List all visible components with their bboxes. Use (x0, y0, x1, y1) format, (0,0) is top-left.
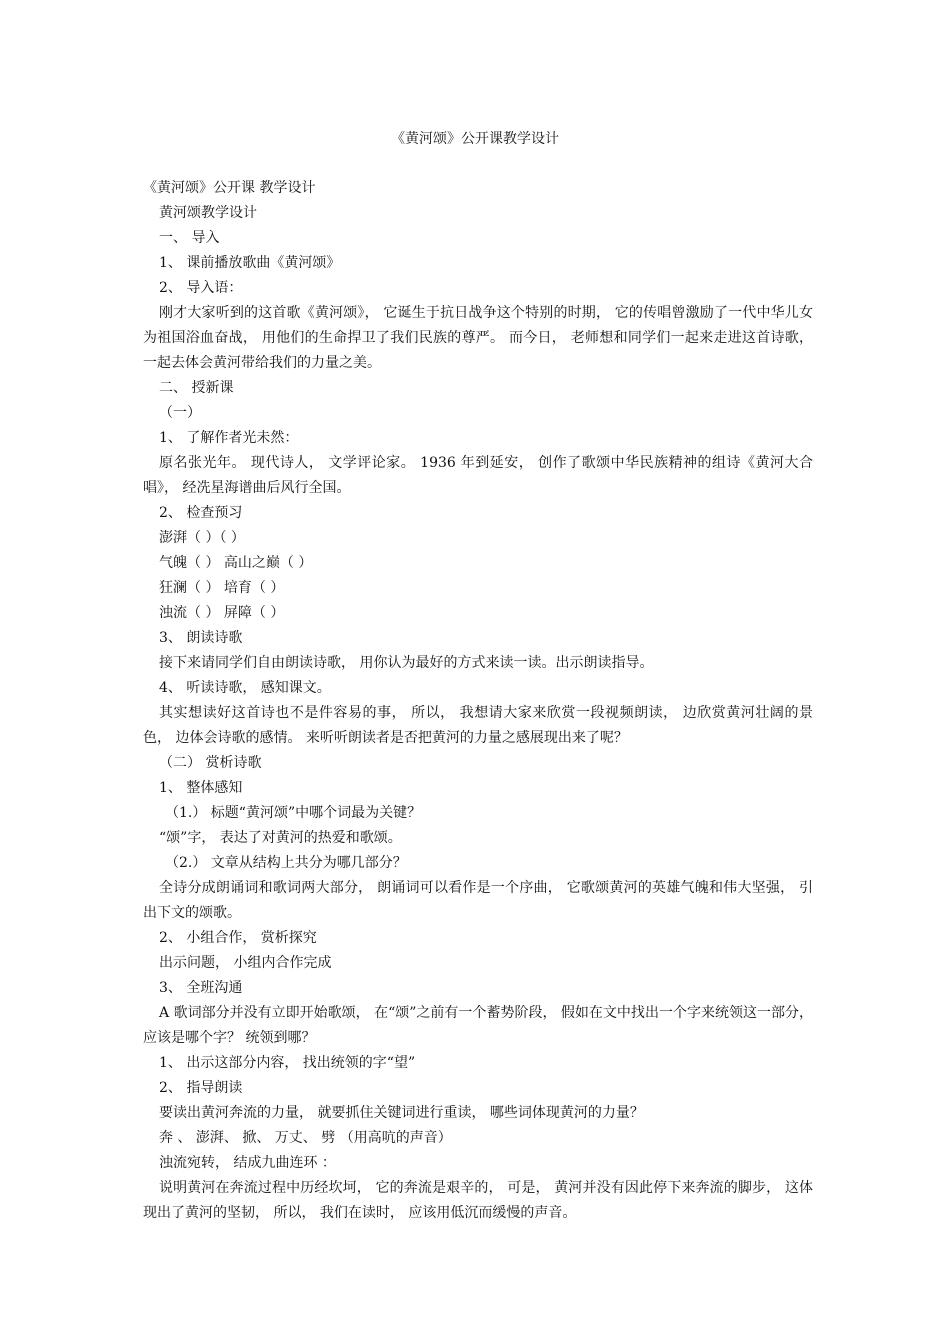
body-line: 3、 全班沟通 (159, 980, 243, 996)
body-line: 黄河颂教学设计 (159, 205, 257, 221)
body-line: 浊流（ ） 屏障（ ） (159, 605, 285, 621)
body-line: 气魄（ ） 高山之巅（ ） (159, 555, 313, 571)
body-line: 出示问题， 小组内合作完成 (159, 955, 332, 971)
body-paragraph: 其实想读好这首诗也不是件容易的事， 所以， 我想请大家来欣赏一段视频朗读， 边欣赏黄河壮阔的景色， 边体会诗歌的感情。 来听听朗读者是否把黄河的力量之感展现出来了呢？ (143, 705, 813, 746)
body-paragraph: 原名张光年。 现代诗人， 文学评论家。 1936 年到延安， 创作了歌颂中华民族精神的组诗《黄河大合唱》， 经冼星海谱曲后风行全国。 (143, 455, 813, 496)
body-line: 狂澜（ ） 培育（ ） (159, 580, 285, 596)
body-line: 3、 朗读诗歌 (159, 630, 243, 646)
body-line: 2、 检查预习 (159, 505, 243, 521)
body-line: 1、 课前播放歌曲《黄河颂》 (159, 255, 341, 271)
page-title: 《黄河颂》公开课教学设计 (391, 131, 559, 147)
body-line: 4、 听读诗歌， 感知课文。 (159, 680, 331, 696)
body-line: 1、 了解作者光未然： (159, 430, 299, 446)
body-paragraph: 刚才大家听到的这首歌《黄河颂》， 它诞生于抗日战争这个特别的时期， 它的传唱曾激励了一代中华儿女为祖国浴血奋战， 用他们的生命捍卫了我们民族的尊严。 而今日， 老师想和同学们一起来走进这首诗歌， 一起去体会黄河带给我们的力量之美。 (143, 305, 813, 371)
body-line: 1、 整体感知 (159, 780, 243, 796)
body-line: 澎湃（ ）（ ） (159, 530, 245, 546)
body-line: “颂”字， 表达了对黄河的热爱和歌颂。 (159, 830, 402, 846)
body-line: 《黄河颂》公开课 教学设计 (143, 180, 316, 196)
body-line: （1.） 标题“黄河颂”中哪个词最为关键？ (165, 805, 422, 821)
body-line: （二） 赏析诗歌 (159, 755, 262, 771)
body-paragraph: A 歌词部分并没有立即开始歌颂， 在“颂”之前有一个蓄势阶段， 假如在文中找出一个字来统领这一部分， 应该是哪个字？ 统领到哪？ (143, 1005, 813, 1046)
body-line: 一、 导入 (159, 230, 220, 246)
body-line: 浊流宛转， 结成九曲连环 ： (159, 1155, 336, 1171)
body-line: 2、 指导朗读 (159, 1080, 243, 1096)
document-body (143, 176, 813, 1226)
body-line: 2、 导入语： (159, 280, 243, 296)
body-line: 2、 小组合作， 赏析探究 (159, 930, 317, 946)
body-line: （2.） 文章从结构上共分为哪几部分？ (165, 855, 407, 871)
body-line: 1、 出示这部分内容， 找出统领的字“望” (159, 1055, 416, 1071)
body-paragraph: 全诗分成朗诵词和歌词两大部分， 朗诵词可以看作是一个序曲， 它歌颂黄河的英雄气魄和伟大坚强， 引出下文的颂歌。 (143, 880, 813, 921)
body-paragraph: 说明黄河在奔流过程中历经坎坷， 它的奔流是艰辛的， 可是， 黄河并没有因此停下来奔流的脚步， 这体现出了黄河的坚韧， 所以， 我们在读时， 应该用低沉而缓慢的声音。 (143, 1180, 813, 1221)
body-line: （一） (159, 405, 201, 421)
body-line: 奔 、 澎湃、 掀、 万丈、 劈 （用高吭的声音） (159, 1130, 452, 1146)
body-line: 二、 授新课 (159, 380, 234, 396)
body-line: 接下来请同学们自由朗读诗歌， 用你认为最好的方式来读一读。出示朗读指导。 (159, 655, 654, 671)
body-line: 要读出黄河奔流的力量， 就要抓住关键词进行重读， 哪些词体现黄河的力量？ (159, 1105, 644, 1121)
